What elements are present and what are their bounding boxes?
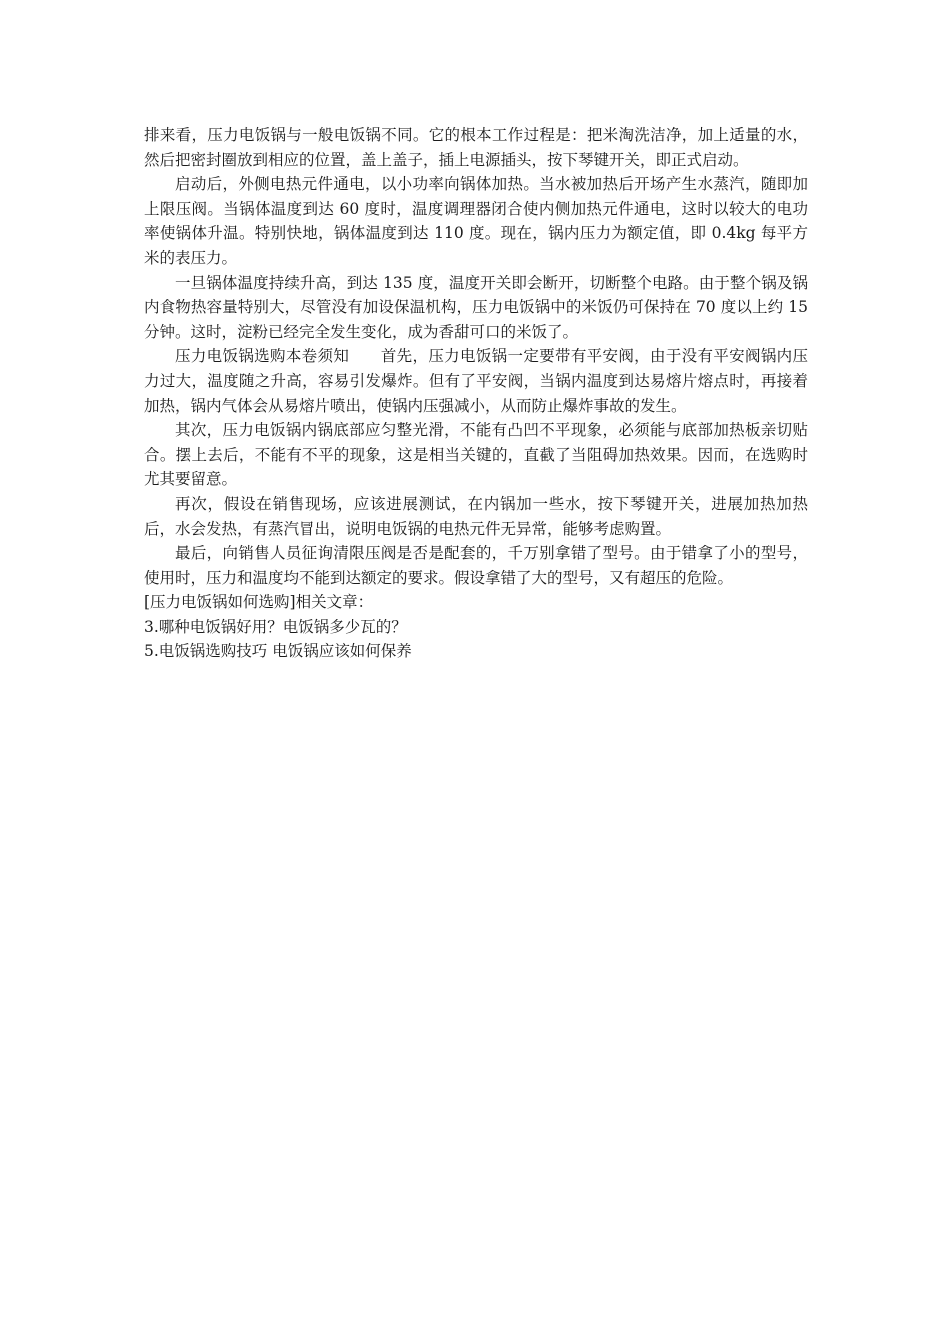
paragraph-intro-continuation: 排来看，压力电饭锅与一般电饭锅不同。它的根本工作过程是：把米淘洗洁净，加上适量的水，然后把密封圈放到相应的位置，盖上盖子，插上电源插头，按下琴键开关，即正式启动。 <box>144 126 808 169</box>
paragraph-startup: 启动后，外侧电热元件通电，以小功率向锅体加热。当水被加热后开场产生水蒸汽，随即加上限压阀。当锅体温度到达 60 度时，温度调理器闭合使内侧加热元件通电，这时以较大的电功率使锅体升温。特别快地，锅体温度到达 110 度。现在，锅内压力为额定值，即 0.4kg 每平方米的表压力。 <box>144 175 808 267</box>
related-articles-heading: [压力电饭锅如何选购]相关文章： <box>144 593 374 612</box>
paragraph-temperature: 一旦锅体温度持续升高，到达 135 度，温度开关即会断开，切断整个电路。由于整个锅及锅内食物热容量特别大，尽管没有加设保温机构，压力电饭锅中的米饭仍可保持在 70 度以上约 15 分钟。这时，淀粉已经完全发生变化，成为香甜可口的米饭了。 <box>144 273 808 341</box>
related-article-link[interactable]: 5.电饭锅选购技巧 电饭锅应该如何保养 <box>144 642 412 661</box>
paragraph-testing: 再次，假设在销售现场，应该进展测试，在内锅加一些水，按下琴键开关，进展加热加热后，水会发热，有蒸汽冒出，说明电饭锅的电热元件无异常，能够考虑购置。 <box>144 494 808 538</box>
paragraph-inner-pot: 其次，压力电饭锅内锅底部应匀整光滑，不能有凸凹不平现象，必须能与底部加热板亲切贴合。摆上去后，不能有不平的现象，这是相当关键的，直截了当阻碍加热效果。因而，在选购时尤其要留意。 <box>144 421 808 489</box>
paragraph-safety-valve: 压力电饭锅选购本卷须知 首先，压力电饭锅一定要带有平安阀，由于没有平安阀锅内压力过大，温度随之升高，容易引发爆炸。但有了平安阀，当锅内温度到达易熔片熔点时，再接着加热，锅内气体会从易熔片喷出，使锅内压强减小，从而防止爆炸事故的发生。 <box>144 347 808 415</box>
document-body <box>144 123 808 664</box>
related-article-link[interactable]: 3.哪种电饭锅好用？电饭锅多少瓦的？ <box>144 617 407 636</box>
paragraph-pressure-valve: 最后，向销售人员征询清限压阀是否是配套的，千万别拿错了型号。由于错拿了小的型号，使用时，压力和温度均不能到达额定的要求。假设拿错了大的型号，又有超压的危险。 <box>144 544 808 587</box>
